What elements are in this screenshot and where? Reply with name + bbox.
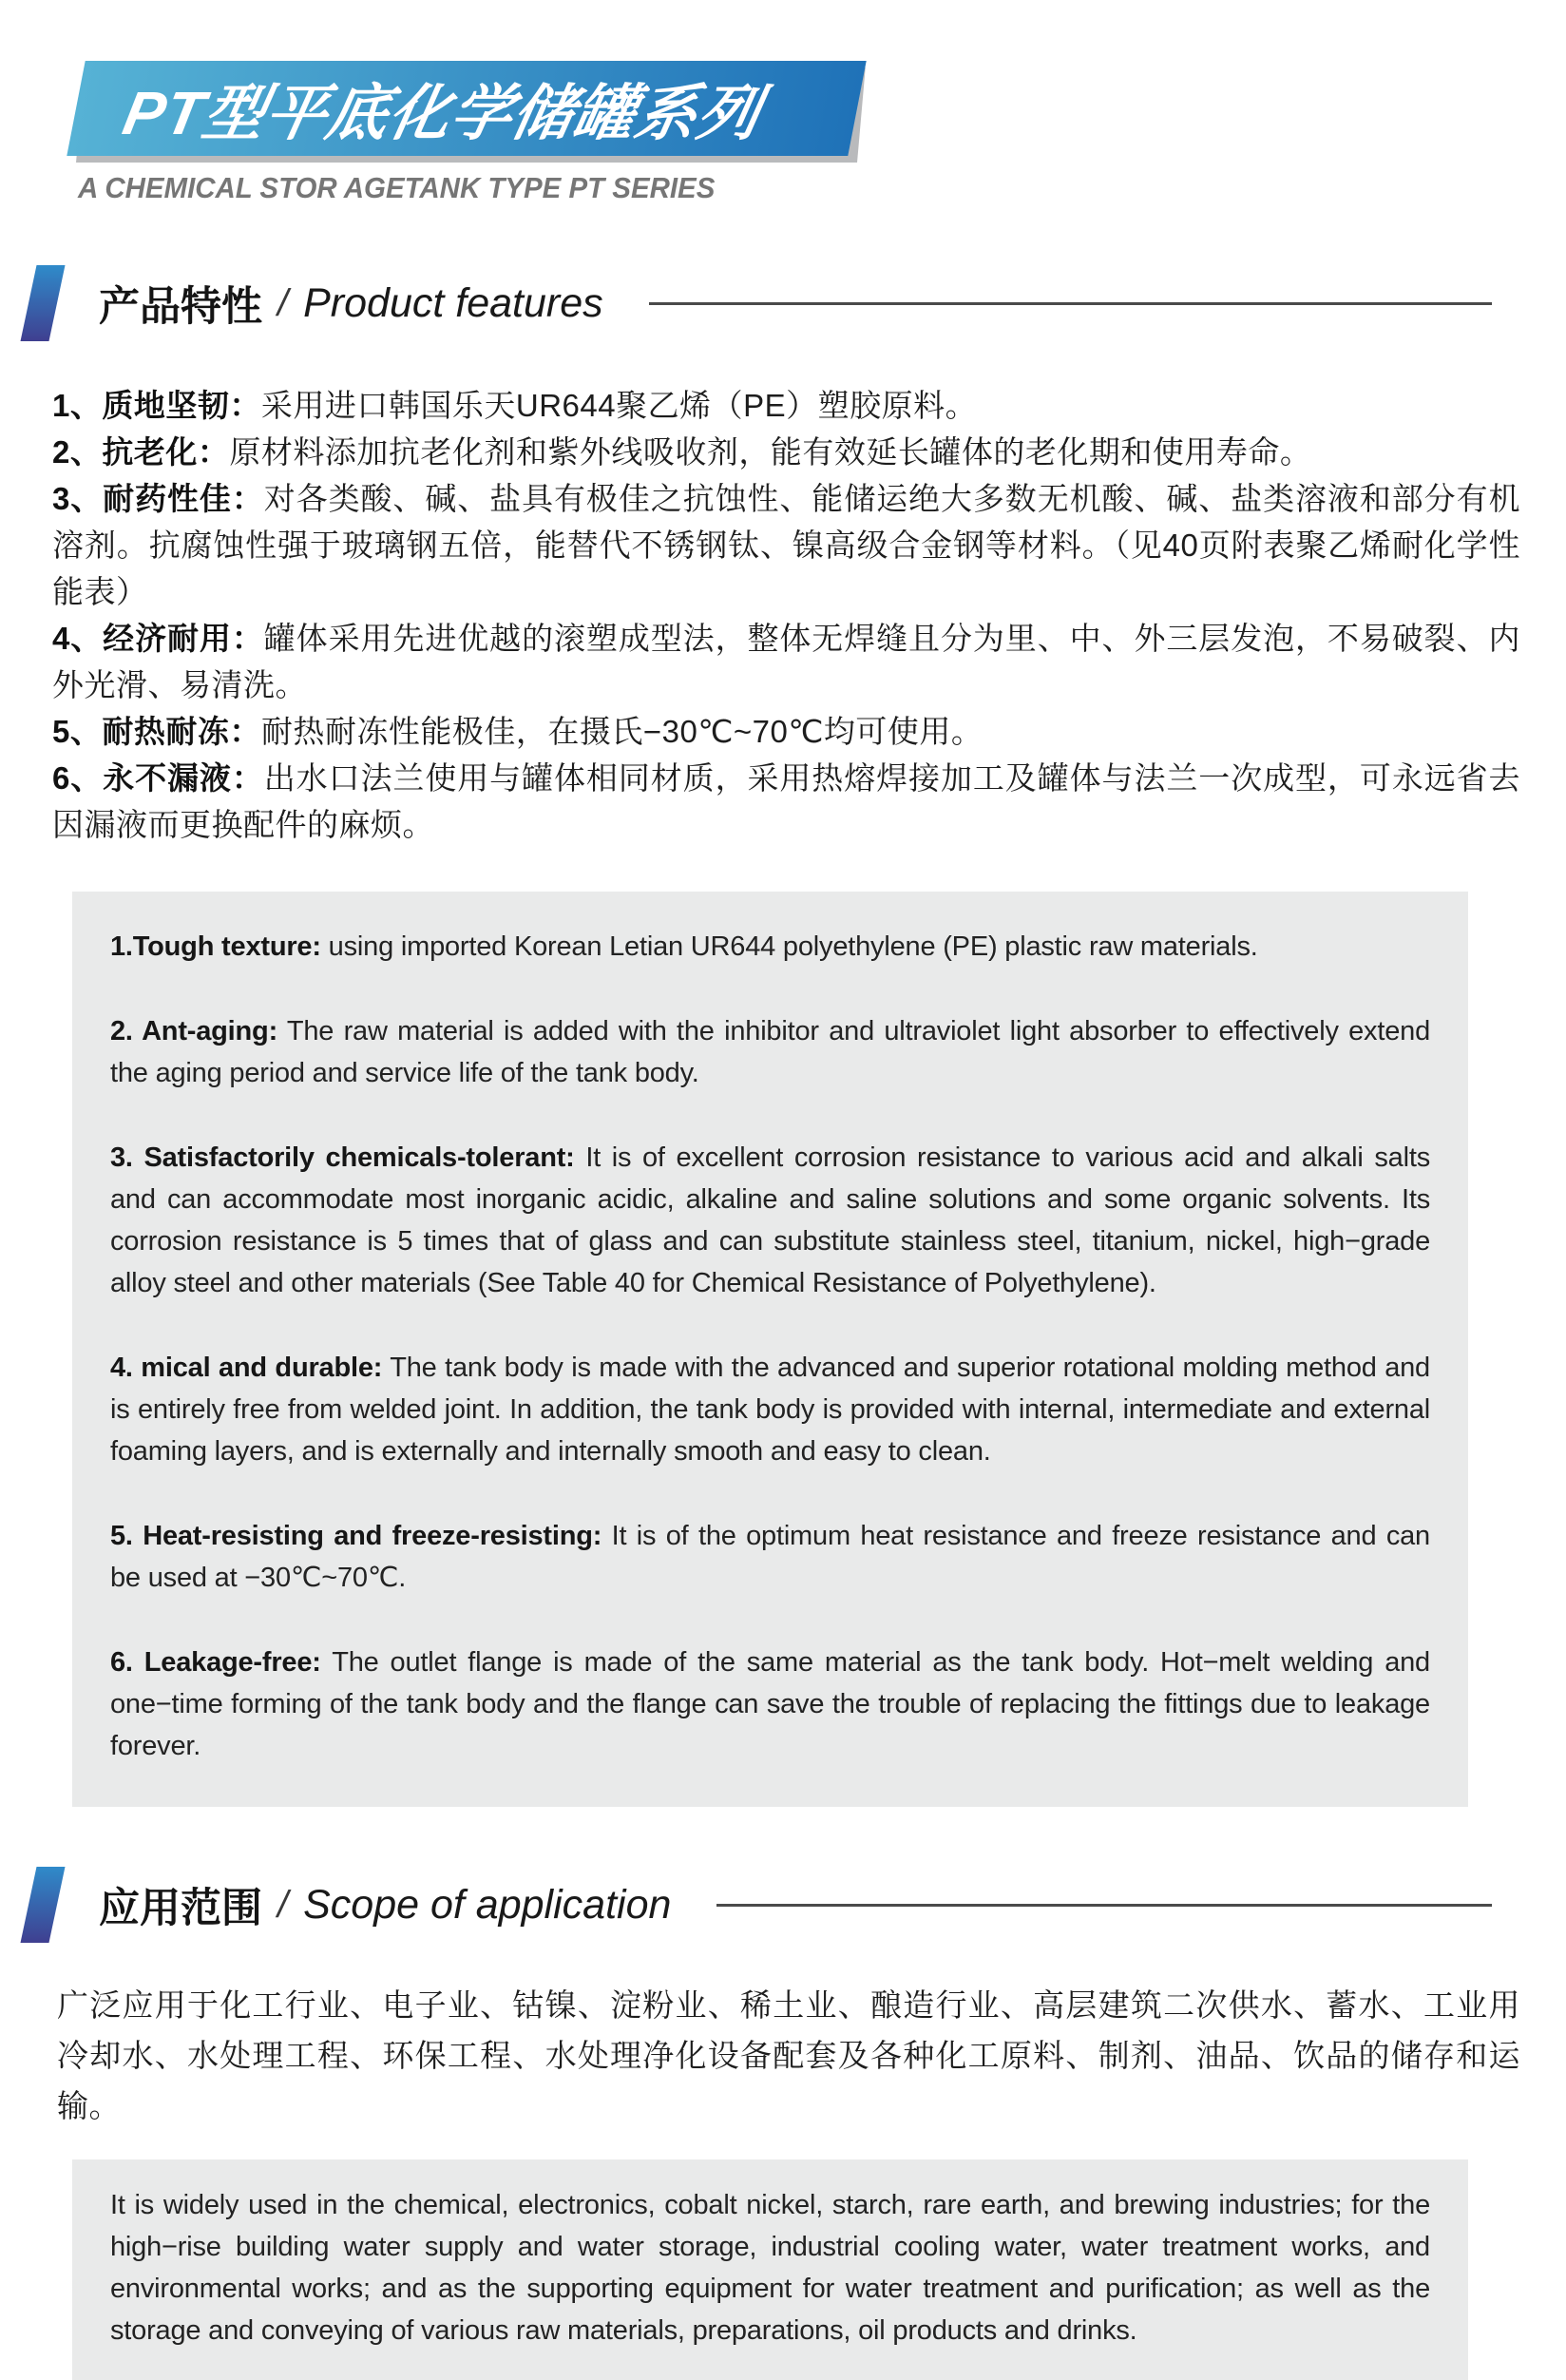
- feature-item-en: [110, 1010, 1430, 1094]
- feature-text: 耐热耐冻性能极佳，在摄氏−30℃~70℃均可使用。: [260, 714, 984, 749]
- feature-text: 对各类酸、碱、盐具有极佳之抗蚀性、能储运绝大多数无机酸、碱、盐类溶液和部分有机溶剂。抗腐蚀性强于玻璃钢五倍，能替代不锈钢钛、镍高级合金钢等材料。（见40页附表聚乙烯耐化学性能表）: [52, 481, 1521, 609]
- feature-text-en: The raw material is added with the inhibitor and ultraviolet light absorber to effectively extend the aging period and service life of the tank body.: [110, 1016, 1430, 1088]
- feature-item-zh: [52, 475, 1520, 615]
- feature-text-en: using imported Korean Letian UR644 polyethylene (PE) plastic raw materials.: [320, 931, 1258, 962]
- feature-text-en: The tank body is made with the advanced and superior rotational molding method and is entirely free from welded joint. In addition, the tank body is provided with internal, intermediate and external foaming layers, and is externally and internally smooth and easy to clean.: [110, 1353, 1430, 1467]
- banner-parallelogram: [67, 61, 866, 156]
- application-english-box: [72, 2159, 1468, 2380]
- application-title-en: Scope of application: [303, 1881, 672, 1928]
- application-title-zh: 应用范围: [99, 1885, 262, 1931]
- catalog-page: [0, 61, 1566, 2346]
- feature-item-en: [110, 1641, 1430, 1767]
- feature-label: 3、耐药性佳：: [52, 481, 264, 516]
- feature-label-en: 6. Leakage-free:: [110, 1647, 321, 1678]
- feature-text: 采用进口韩国乐天UR644聚乙烯（PE）塑胶原料。: [260, 388, 978, 423]
- feature-text: 出水口法兰使用与罐体相同材质，采用热熔焊接加工及罐体与法兰一次成型，可永远省去因漏液而更换配件的麻烦。: [52, 760, 1521, 842]
- header-rule: [716, 1904, 1492, 1907]
- feature-text-en: It is of the optimum heat resistance and freeze resistance and can be used at −30℃~70℃.: [110, 1521, 1430, 1593]
- feature-label-en: 5. Heat-resisting and freeze-resisting:: [110, 1521, 602, 1551]
- section-accent-bar: [20, 1867, 65, 1943]
- feature-item-zh: [52, 755, 1520, 848]
- application-section-header: [29, 1866, 1492, 1944]
- application-text-zh: 广泛应用于化工行业、电子业、钴镍、淀粉业、稀土业、酿造行业、高层建筑二次供水、蓄水、工业用冷却水、水处理工程、环保工程、水处理净化设备配套及各种化工原料、制剂、油品、饮品的储存和运输。: [57, 1987, 1520, 2123]
- features-title-zh: 产品特性: [99, 283, 262, 330]
- title-banner: [76, 61, 857, 156]
- feature-item-zh: [52, 382, 1520, 429]
- page-title: PT型平底化学储罐系列: [118, 79, 767, 147]
- feature-item-en: [110, 1347, 1430, 1472]
- header-rule: [649, 302, 1492, 305]
- feature-item-en: [110, 926, 1430, 968]
- feature-item-en: [110, 1515, 1430, 1599]
- feature-label: 6、永不漏液：: [52, 760, 264, 796]
- feature-label: 1、质地坚韧：: [52, 388, 261, 423]
- features-section-header: [29, 264, 1492, 342]
- feature-label-en: 1.Tough texture:: [110, 931, 321, 962]
- feature-label-en: 3. Satisfactorily chemicals-tolerant:: [110, 1142, 575, 1173]
- feature-label: 5、耐热耐冻：: [52, 714, 261, 749]
- feature-item-zh: [52, 615, 1520, 708]
- feature-item-zh: [52, 708, 1520, 755]
- application-text-en: It is widely used in the chemical, electronics, cobalt nickel, starch, rare earth, and brewing industries; for the high−rise building water supply and water storage, industrial cooling water, water treatment works, and environmental works; and as the supporting equipment for water treatment and purification; as well as the storage and conveying of various raw materials, preparations, oil products and drinks.: [110, 2190, 1430, 2346]
- feature-item-en: [110, 1137, 1430, 1304]
- application-section: [0, 1866, 1566, 2380]
- feature-item-zh: [52, 429, 1520, 475]
- feature-label: 2、抗老化：: [52, 434, 230, 470]
- feature-text: 原材料添加抗老化剂和紫外线吸收剂，能有效延长罐体的老化期和使用寿命。: [229, 434, 1312, 470]
- features-section: [0, 264, 1566, 1807]
- features-english-box: [72, 892, 1468, 1807]
- features-list-zh: [52, 382, 1520, 848]
- title-separator: /: [277, 1883, 289, 1926]
- section-accent-bar: [20, 265, 65, 341]
- feature-text-en: It is of excellent corrosion resistance to various acid and alkali salts and can accommodate most inorganic acidic, alkaline and saline solutions and some organic solvents. Its corrosion resistance is 5 times that of glass and can substitute stainless steel, titanium, nickel, high−grade alloy steel and other materials (See Table 40 for Chemical Resistance of Polyethylene).: [110, 1142, 1430, 1298]
- feature-text-en: The outlet flange is made of the same material as the tank body. Hot−melt welding and one−time forming of the tank body and the flange can save the trouble of replacing the fittings due to leakage forever.: [110, 1647, 1430, 1761]
- feature-label-en: 2. Ant-aging:: [110, 1016, 278, 1046]
- feature-label-en: 4. mical and durable:: [110, 1353, 383, 1383]
- page-subtitle: A CHEMICAL STOR AGETANK TYPE PT SERIES: [78, 171, 716, 204]
- features-title-en: Product features: [303, 279, 603, 326]
- feature-text: 罐体采用先进优越的滚塑成型法，整体无焊缝且分为里、中、外三层发泡，不易破裂、内外光滑、易清洗。: [52, 621, 1521, 702]
- feature-label: 4、经济耐用：: [52, 621, 264, 656]
- title-separator: /: [277, 281, 289, 324]
